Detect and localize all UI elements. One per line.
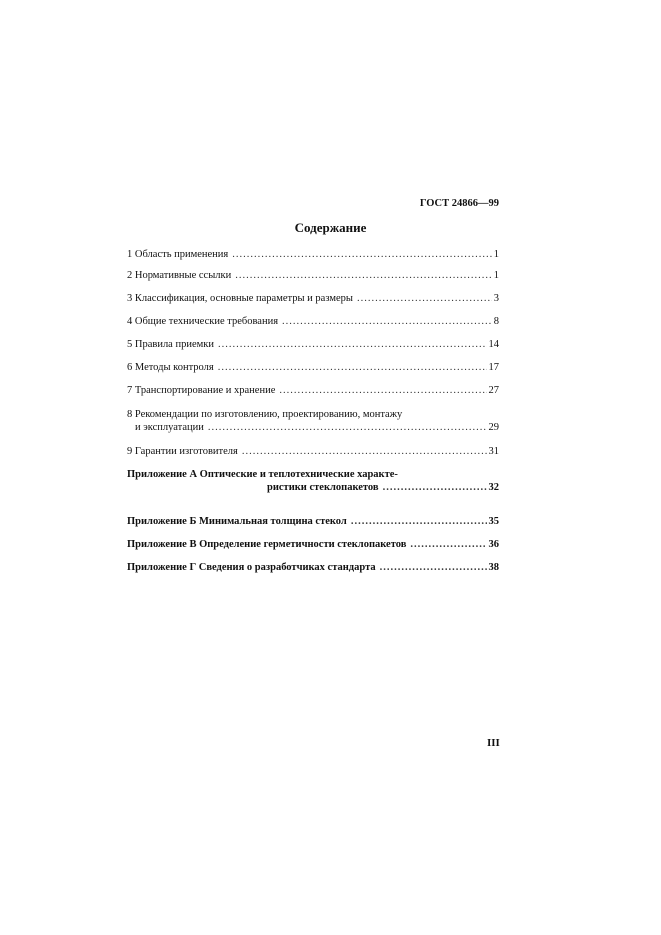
- toc-entry-label: 5 Правила приемки: [127, 339, 214, 350]
- dot-leader: [410, 538, 486, 551]
- dot-leader: [218, 361, 487, 374]
- toc-entry-label: 6 Методы контроля: [127, 362, 214, 373]
- toc-entry-page: 1: [493, 249, 499, 260]
- toc-entry-appendix[interactable]: [127, 515, 499, 528]
- toc-entry-appendix[interactable]: [127, 538, 499, 551]
- dot-leader: [351, 515, 487, 528]
- toc-entry-label: Приложение Б Минимальная толщина стекол: [127, 516, 347, 527]
- toc-entry-page: 32: [488, 482, 499, 493]
- toc-entry-page: 8: [493, 316, 499, 327]
- toc-entry-page: 17: [488, 362, 499, 373]
- toc-entry[interactable]: [127, 361, 499, 374]
- toc-entry-page: 38: [488, 562, 499, 573]
- dot-leader: [208, 421, 487, 434]
- toc-entry-label: Приложение В Определение герметичности стеклопакетов: [127, 539, 407, 550]
- dot-leader: [380, 561, 487, 574]
- toc-entry-label: 7 Транспортирование и хранение: [127, 385, 276, 396]
- toc-entry-page: 36: [488, 539, 499, 550]
- dot-leader: [242, 445, 487, 458]
- toc-entry-page: 3: [493, 293, 499, 304]
- toc-entry-label-continued: и эксплуатации: [135, 422, 204, 433]
- toc-entry[interactable]: [127, 269, 499, 282]
- toc-entry[interactable]: [127, 384, 499, 397]
- page-number: III: [487, 737, 500, 749]
- toc-entry-page: 31: [488, 446, 499, 457]
- document-code: ГОСТ 24866—99: [419, 198, 499, 209]
- toc-entry-label: Приложение Г Сведения о разработчиках стандарта: [127, 562, 376, 573]
- toc-entry-page: 29: [488, 422, 499, 433]
- toc-entry-label: 3 Классификация, основные параметры и размеры: [127, 293, 353, 304]
- toc-entry[interactable]: [127, 292, 499, 305]
- toc-entry[interactable]: [127, 408, 499, 434]
- toc-entry-label: 8 Рекомендации по изготовлению, проектированию, монтажу: [127, 409, 403, 420]
- page-title: Содержание: [294, 220, 367, 235]
- toc-entry-page: 14: [488, 339, 499, 350]
- toc-entry-label: Приложение А Оптические и теплотехнические характе-: [127, 469, 398, 480]
- toc-entry-page: 35: [488, 516, 499, 527]
- dot-leader: [279, 384, 486, 397]
- dot-leader: [232, 248, 492, 261]
- dot-leader: [282, 315, 492, 328]
- dot-leader: [357, 292, 492, 305]
- toc-entry-appendix[interactable]: [127, 561, 499, 574]
- toc-entry[interactable]: [127, 248, 499, 261]
- toc-entry[interactable]: [127, 315, 499, 328]
- toc-entry[interactable]: [127, 445, 499, 458]
- toc-entry-appendix[interactable]: [127, 468, 499, 494]
- toc-entry-label: 9 Гарантии изготовителя: [127, 446, 238, 457]
- dot-leader: [218, 338, 487, 351]
- toc-entry-page: 27: [488, 385, 499, 396]
- toc-entry[interactable]: [127, 338, 499, 351]
- dot-leader: [235, 269, 492, 282]
- toc-entry-label: 4 Общие технические требования: [127, 316, 279, 327]
- toc-entry-label-continued: ристики стеклопакетов: [267, 482, 379, 493]
- toc-entry-label: 2 Нормативные ссылки: [127, 270, 232, 281]
- toc-entry-label: 1 Область применения: [127, 249, 229, 260]
- toc-entry-page: 1: [493, 270, 499, 281]
- dot-leader: [383, 481, 487, 494]
